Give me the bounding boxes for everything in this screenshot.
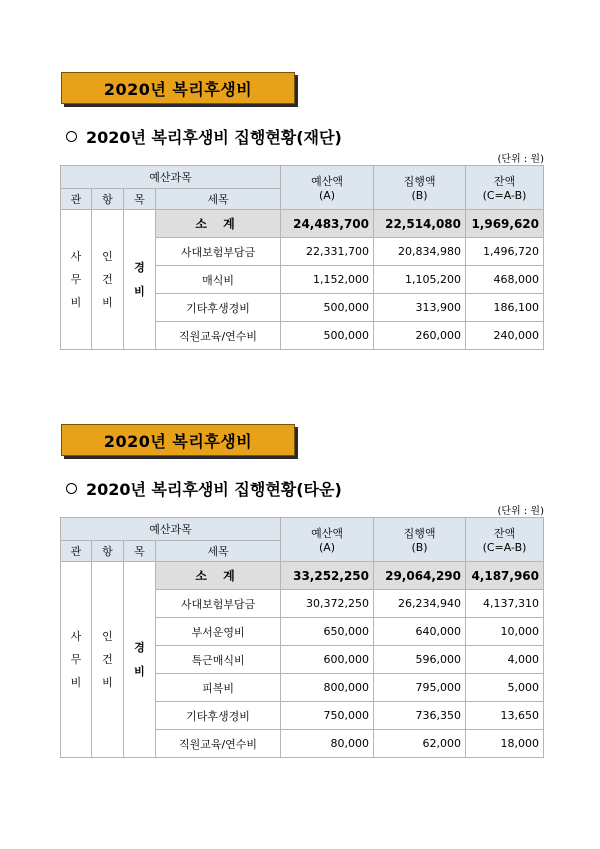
item-name: 기타후생경비	[156, 702, 281, 730]
item-budget: 800,000	[281, 674, 374, 702]
header-exec	[374, 166, 466, 210]
subtotal-exec: 22,514,080	[374, 210, 466, 238]
section-subtitle	[66, 477, 342, 500]
header-budget-label: 예산액	[311, 175, 343, 188]
budget-table	[60, 165, 544, 350]
section-subtitle	[66, 125, 342, 148]
hang-char: 비	[102, 296, 113, 309]
subtotal-budget: 24,483,700	[281, 210, 374, 238]
header-budget-category: 예산과목	[61, 518, 281, 541]
header-hang: 항	[92, 541, 124, 562]
item-name: 사대보험부담금	[156, 238, 281, 266]
hang-char: 인	[102, 250, 113, 263]
subtotal-balance: 1,969,620	[466, 210, 544, 238]
unit-label: (단위 : 원)	[497, 506, 544, 517]
circle-bullet-icon	[66, 131, 77, 142]
item-balance: 186,100	[466, 294, 544, 322]
item-budget: 650,000	[281, 618, 374, 646]
item-budget: 30,372,250	[281, 590, 374, 618]
table-row	[61, 210, 544, 238]
item-budget: 750,000	[281, 702, 374, 730]
subtotal-label: 소 계	[156, 562, 281, 590]
gwan-char: 비	[70, 676, 82, 689]
header-row	[61, 518, 544, 541]
item-name: 사대보험부담금	[156, 590, 281, 618]
item-name: 직원교육/연수비	[156, 322, 281, 350]
gwan-char: 무	[70, 653, 82, 666]
subtitle-text: 2020년 복리후생비 집행현황(재단)	[86, 128, 342, 147]
item-exec: 62,000	[374, 730, 466, 758]
item-balance: 1,496,720	[466, 238, 544, 266]
gwan-char: 사	[70, 630, 82, 643]
mok-char: 비	[134, 664, 145, 678]
header-hang: 항	[92, 189, 124, 210]
item-budget: 500,000	[281, 322, 374, 350]
item-budget: 80,000	[281, 730, 374, 758]
item-exec: 313,900	[374, 294, 466, 322]
item-balance: 10,000	[466, 618, 544, 646]
hang-char: 인	[102, 630, 113, 643]
item-budget: 1,152,000	[281, 266, 374, 294]
item-name: 직원교육/연수비	[156, 730, 281, 758]
gwan-char: 비	[70, 296, 82, 309]
item-balance: 4,137,310	[466, 590, 544, 618]
circle-bullet-icon	[66, 483, 77, 494]
mok-char: 경	[134, 260, 145, 274]
subtitle-text: 2020년 복리후생비 집행현황(타운)	[86, 480, 342, 499]
item-balance: 5,000	[466, 674, 544, 702]
hang-char: 건	[102, 653, 113, 666]
hang-cell	[92, 210, 124, 350]
item-exec: 795,000	[374, 674, 466, 702]
header-gwan: 관	[61, 541, 92, 562]
gwan-char: 사	[70, 250, 82, 263]
header-balance	[466, 166, 544, 210]
item-balance: 468,000	[466, 266, 544, 294]
item-balance: 18,000	[466, 730, 544, 758]
gwan-char: 무	[70, 273, 82, 286]
subtotal-exec: 29,064,290	[374, 562, 466, 590]
header-semok: 세목	[156, 189, 281, 210]
header-semok: 세목	[156, 541, 281, 562]
mok-char: 경	[134, 640, 145, 654]
header-budget-category: 예산과목	[61, 166, 281, 189]
header-row	[61, 166, 544, 189]
section-banner: 2020년 복리후생비	[61, 72, 295, 104]
hang-cell	[92, 562, 124, 758]
unit-label: (단위 : 원)	[497, 154, 544, 165]
table-row	[61, 562, 544, 590]
item-exec: 596,000	[374, 646, 466, 674]
item-balance: 13,650	[466, 702, 544, 730]
item-balance: 240,000	[466, 322, 544, 350]
mok-char: 비	[134, 284, 145, 298]
item-exec: 1,105,200	[374, 266, 466, 294]
item-budget: 22,331,700	[281, 238, 374, 266]
header-gwan: 관	[61, 189, 92, 210]
gwan-cell	[61, 562, 92, 758]
header-budget-symbol: (A)	[318, 189, 336, 202]
subtotal-balance: 4,187,960	[466, 562, 544, 590]
item-name: 특근매식비	[156, 646, 281, 674]
header-exec-symbol: (B)	[411, 189, 428, 202]
mok-cell	[124, 210, 156, 350]
item-exec: 640,000	[374, 618, 466, 646]
header-balance	[466, 518, 544, 562]
item-exec: 736,350	[374, 702, 466, 730]
hang-char: 건	[102, 273, 113, 286]
header-budget	[281, 166, 374, 210]
item-budget: 500,000	[281, 294, 374, 322]
header-exec	[374, 518, 466, 562]
item-name: 기타후생경비	[156, 294, 281, 322]
hang-char: 비	[102, 676, 113, 689]
header-balance-label: 잔액	[493, 175, 516, 188]
header-balance-symbol: (C=A-B)	[482, 541, 527, 554]
budget-table	[60, 517, 544, 758]
mok-cell	[124, 562, 156, 758]
header-exec-label: 집행액	[403, 175, 436, 188]
header-budget-symbol: (A)	[318, 541, 336, 554]
item-exec: 20,834,980	[374, 238, 466, 266]
item-exec: 260,000	[374, 322, 466, 350]
subtotal-budget: 33,252,250	[281, 562, 374, 590]
subtotal-label: 소 계	[156, 210, 281, 238]
header-balance-label: 잔액	[493, 527, 516, 540]
item-budget: 600,000	[281, 646, 374, 674]
header-exec-symbol: (B)	[411, 541, 428, 554]
section-banner: 2020년 복리후생비	[61, 424, 295, 456]
item-name: 매식비	[156, 266, 281, 294]
item-balance: 4,000	[466, 646, 544, 674]
header-mok: 목	[124, 189, 156, 210]
gwan-cell	[61, 210, 92, 350]
item-name: 피복비	[156, 674, 281, 702]
header-balance-symbol: (C=A-B)	[482, 189, 527, 202]
header-budget	[281, 518, 374, 562]
header-mok: 목	[124, 541, 156, 562]
item-exec: 26,234,940	[374, 590, 466, 618]
item-name: 부서운영비	[156, 618, 281, 646]
header-budget-label: 예산액	[311, 527, 343, 540]
header-exec-label: 집행액	[403, 527, 436, 540]
